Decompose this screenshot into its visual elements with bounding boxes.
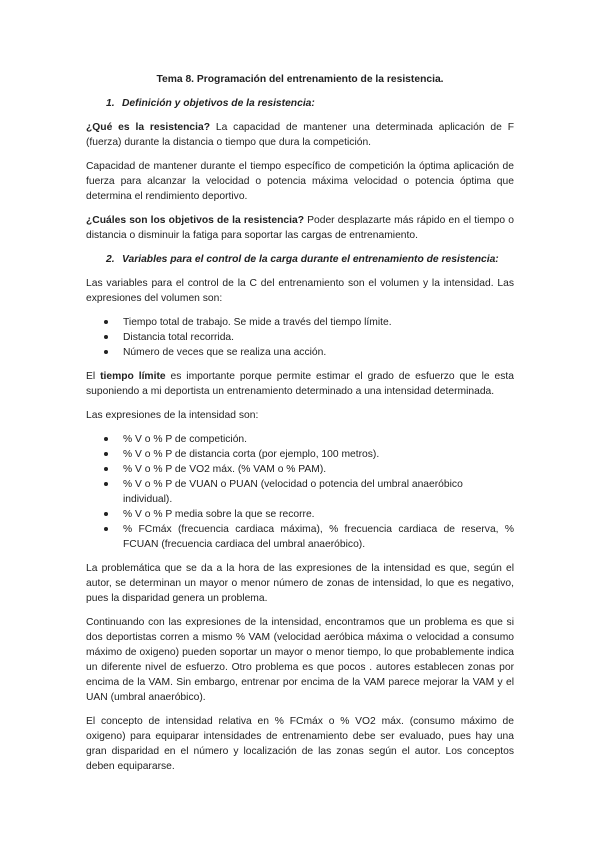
section-1-heading-text: Definición y objetivos de la resistencia: (122, 98, 315, 109)
list-item: % V o % P de competición. (86, 432, 514, 447)
time-limit-prefix: El (86, 371, 101, 382)
paragraph-intensity-intro: Las expresiones de la intensidad son: (86, 410, 259, 421)
paragraph-intensity-continuation: Continuando con las expresiones de la intensidad, encontramos que un problema es que si dos deportistas corren a mismo % VAM (velocidad aeróbica máxima o velocidad a consumo máximo de oxigeno) pueden soportar un mayor o menor tiempo, lo que probablemente indica un diferente nivel de esfuerzo. Otro problema es que pocos . autores establecen zonas por encima de la VAM. Sin embargo, entrenar por encima de la VAM parece mejorar la VAM y el UAN (umbral anaeróbico). (86, 617, 514, 703)
paragraph-what-is-resistance (86, 120, 514, 150)
answer-what-is-resistance: La capacidad de mantener una determinada aplicación de F (fuerza) durante la distancia o tiempo que dura la competición. (86, 122, 514, 148)
section-2-heading-text: Variables para el control de la carga durante el entrenamiento de resistencia: (122, 254, 499, 265)
document-title: Tema 8. Programación del entrenamiento de la resistencia. (156, 74, 444, 85)
list-item: Tiempo total de trabajo. Se mide a través del tiempo límite. (86, 315, 514, 330)
paragraph-load-variables-intro: Las variables para el control de la C del entrenamiento son el volumen y la intensidad. Las expresiones del volumen son: (86, 278, 514, 304)
list-item: Número de veces que se realiza una acción. (86, 345, 514, 360)
paragraph-resistance-objectives (86, 213, 514, 243)
section-1-heading (86, 96, 514, 111)
list-item: Distancia total recorrida. (86, 330, 514, 345)
paragraph-relative-intensity: El concepto de intensidad relativa en % FCmáx o % VO2 máx. (consumo máximo de oxigeno) para equiparar intensidades de entrenamiento debe ser evaluado, pues hay una gran disparidad en el número y localización de las zonas según el autor. Los conceptos deben equipararse. (86, 716, 514, 772)
list-item: % V o % P de VO2 máx. (% VAM o % PAM). (86, 462, 514, 477)
answer-resistance-objectives: Poder desplazarte más rápido en el tiempo o distancia o disminuir la fatiga para soportar las cargas de entrenamiento. (86, 215, 514, 241)
question-resistance-objectives: ¿Cuáles son los objetivos de la resistencia? (86, 215, 304, 226)
volume-expressions-list (86, 315, 514, 360)
list-item: % V o % P media sobre la que se recorre. (86, 507, 514, 522)
list-item: % V o % P de VUAN o PUAN (velocidad o potencia del umbral anaeróbico individual). (86, 477, 514, 507)
paragraph-intensity-problem: La problemática que se da a la hora de las expresiones de la intensidad es que, según el autor, se determinan un mayor o menor número de zonas de intensidad, lo que es negativo, pues la disparidad genera un problema. (86, 563, 514, 604)
time-limit-term: tiempo límite (100, 371, 166, 382)
time-limit-explanation: es importante porque permite estimar el grado de esfuerzo que le esta suponiendo a mi deportista un entrenamiento determinado a una intensidad determinada. (86, 371, 514, 397)
list-item: % FCmáx (frecuencia cardiaca máxima), % frecuencia cardiaca de reserva, % FCUAN (frecuencia cardiaca del umbral anaeróbico). (86, 522, 514, 552)
paragraph-time-limit (86, 369, 514, 399)
section-2-heading (86, 252, 514, 267)
list-item: % V o % P de distancia corta (por ejemplo, 100 metros). (86, 447, 514, 462)
section-1-number: 1. (106, 98, 115, 109)
intensity-expressions-list (86, 432, 514, 552)
question-what-is-resistance: ¿Qué es la resistencia? (86, 122, 211, 133)
section-2-number: 2. (106, 254, 115, 265)
paragraph-resistance-capacity: Capacidad de mantener durante el tiempo específico de competición la óptima aplicación de fuerza para alcanzar la velocidad o potencia máxima velocidad o potencia óptima que determina el rendimiento deportivo. (86, 161, 514, 202)
